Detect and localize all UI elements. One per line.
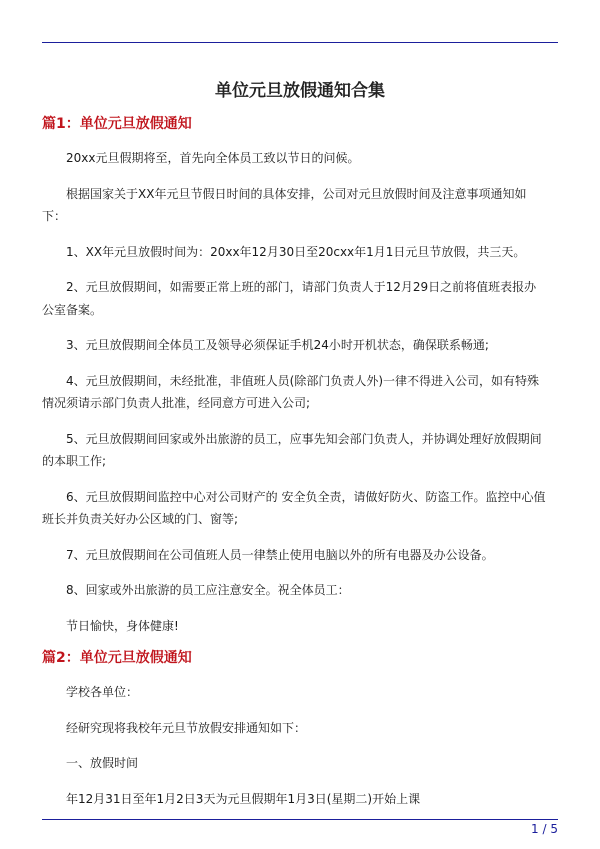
paragraph: 一、放假时间 <box>66 756 139 770</box>
document-body <box>42 114 558 823</box>
paragraph: 4、元旦放假期间，未经批准，非值班人员(除部门负责人外)一律不得进入公司，如有特殊情况须请示部门负责人批准，经同意方可进入公司; <box>42 373 540 410</box>
section-2 <box>42 648 558 810</box>
paragraph: 节日愉快，身体健康! <box>66 618 179 633</box>
paragraph: 3、元旦放假期间全体员工及领导必须保证手机24小时开机状态，确保联系畅通; <box>66 338 489 352</box>
paragraph: 年12月31日至年1月2日3天为元旦假期年1月3日(星期二)开始上课 <box>66 791 421 806</box>
header-rule <box>42 42 558 43</box>
section-heading: 篇2：单位元旦放假通知 <box>42 650 192 666</box>
page-number: 1 / 5 <box>531 822 558 836</box>
paragraph: 5、元旦放假期间回家或外出旅游的员工，应事先知会部门负责人，并协调处理好放假期间的本职工作; <box>42 431 542 468</box>
paragraph: 1、XX年元旦放假时间为：20xx年12月30日至20cxx年1月1日元旦节放假，共三天。 <box>66 244 526 259</box>
paragraph: 6、元旦放假期间监控中心对公司财产的 安全负全责，请做好防火、防盗工作。监控中心值班长并负责关好办公区域的门、窗等; <box>42 489 546 526</box>
paragraph: 2、元旦放假期间，如需要正常上班的部门，请部门负责人于12月29日之前将值班表报办公室备案。 <box>42 280 537 317</box>
document-title: 单位元旦放假通知合集 <box>215 81 385 101</box>
section-heading: 篇1：单位元旦放假通知 <box>42 116 192 132</box>
paragraph: 20xx元旦假期将至，首先向全体员工致以节日的问候。 <box>66 151 360 165</box>
paragraph: 学校各单位： <box>66 685 139 699</box>
paragraph: 8、回家或外出旅游的员工应注意安全。祝全体员工： <box>66 583 350 597</box>
section-1 <box>42 114 558 637</box>
footer-rule <box>42 819 558 820</box>
paragraph: 根据国家关于XX年元旦节假日时间的具体安排，公司对元旦放假时间及注意事项通知如下： <box>42 186 527 223</box>
paragraph: 7、元旦放假期间在公司值班人员一律禁止使用电脑以外的所有电器及办公设备。 <box>66 547 494 562</box>
paragraph: 经研究现将我校年元旦节放假安排通知如下： <box>66 720 307 735</box>
